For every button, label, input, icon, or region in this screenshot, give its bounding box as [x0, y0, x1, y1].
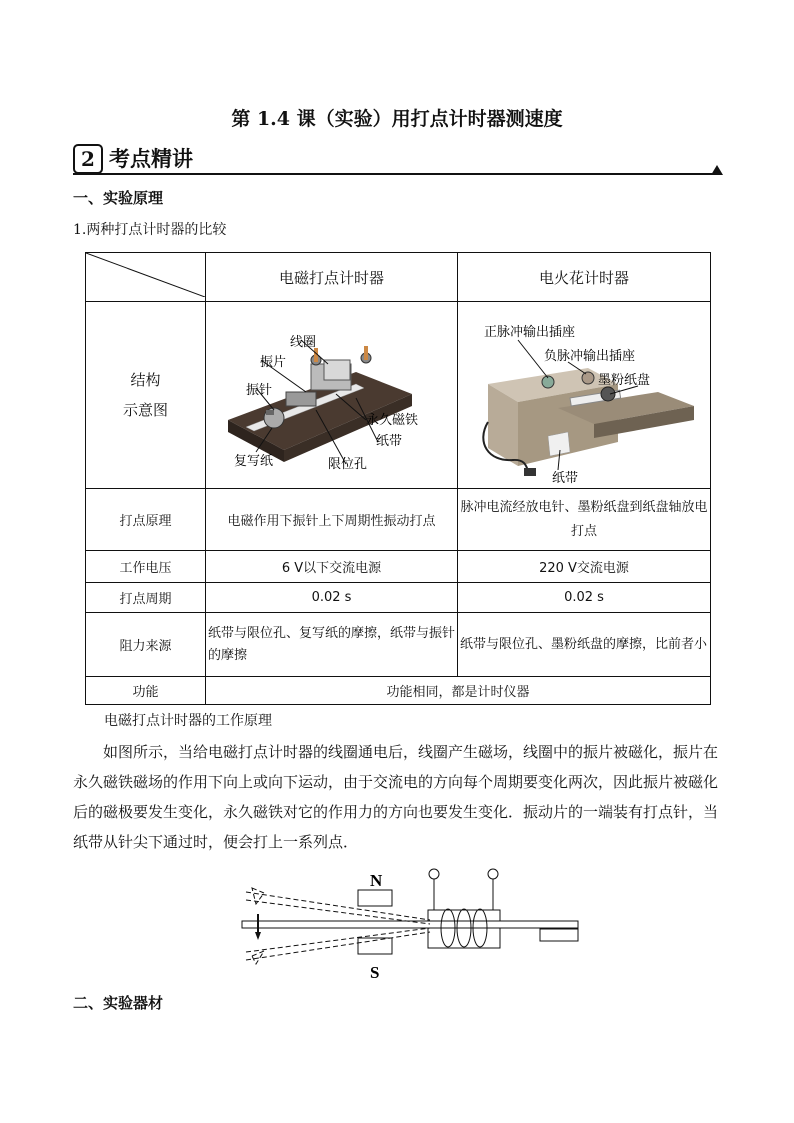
- south-label: S: [370, 963, 380, 982]
- row-label-principle: 打点原理: [86, 489, 206, 551]
- label-coil: 线圈: [290, 335, 317, 350]
- vibrating-plate: [242, 921, 578, 928]
- em-voltage: 6 V以下交流电源: [206, 551, 458, 583]
- label-magnet: 永久磁铁: [366, 413, 419, 428]
- triangle-marker-icon: [711, 165, 723, 175]
- north-label: N: [370, 871, 383, 890]
- em-timer-illustration-cell: [206, 302, 458, 489]
- principle-title: 电磁打点计时器的工作原理: [104, 713, 272, 729]
- label-spark-tape: 纸带: [552, 471, 579, 486]
- spark-voltage: 220 V交流电源: [458, 551, 711, 583]
- em-timer-illustration: [206, 302, 457, 488]
- label-positive-socket: 正脉冲输出插座: [484, 325, 576, 340]
- heading-principle: 一、实验原理: [73, 189, 164, 207]
- em-resistance: 纸带与限位孔、复写纸的摩擦，纸带与振针的摩擦: [206, 613, 458, 677]
- label-carbon-paper: 复写纸: [234, 454, 274, 469]
- section-title: 考点精讲: [109, 146, 193, 171]
- label-tape: 纸带: [376, 434, 403, 449]
- spark-resistance: 纸带与限位孔、墨粉纸盘的摩擦，比前者小: [458, 613, 711, 677]
- em-principle: 电磁作用下振针上下周期性振动打点: [206, 489, 458, 551]
- heading-equipment: 二、实验器材: [73, 994, 164, 1012]
- em-period: 0.02 s: [206, 583, 458, 613]
- comparison-table: [85, 252, 711, 705]
- coil-frame: [428, 910, 500, 948]
- diagonal-header-cell: [86, 253, 206, 302]
- row-label-structure: 结构 示意图: [86, 302, 206, 489]
- subheading-comparison: 1.两种打点计时器的比较: [73, 222, 227, 238]
- section-number: 2: [73, 144, 103, 174]
- label-vibrating-plate: 振片: [260, 355, 287, 370]
- label-needle: 振针: [246, 383, 273, 398]
- section-rule: [73, 173, 717, 175]
- row-label-function: 功能: [86, 677, 206, 705]
- row-label-voltage: 工作电压: [86, 551, 206, 583]
- section-header: [73, 143, 723, 173]
- spark-principle: 脉冲电流经放电针、墨粉纸盘到纸盘轴放电打点: [458, 489, 711, 551]
- vibration-diagram: [238, 862, 588, 984]
- diagonal-line: [86, 253, 205, 297]
- spark-timer-illustration: [458, 302, 710, 488]
- header-em-timer: 电磁打点计时器: [206, 253, 458, 302]
- page-title: 第 1.4 课（实验）用打点计时器测速度: [231, 108, 563, 130]
- function-merged: 功能相同，都是计时仪器: [206, 677, 711, 705]
- spark-period: 0.02 s: [458, 583, 711, 613]
- label-negative-socket: 负脉冲输出插座: [544, 349, 636, 364]
- label-toner-disk: 墨粉纸盘: [598, 373, 651, 388]
- label-limit-hole: 限位孔: [328, 457, 368, 472]
- spark-timer-illustration-cell: [458, 302, 711, 489]
- header-spark-timer: 电火花计时器: [458, 253, 711, 302]
- row-label-period: 打点周期: [86, 583, 206, 613]
- row-label-resistance: 阻力来源: [86, 613, 206, 677]
- north-magnet: [358, 890, 392, 906]
- principle-paragraph: 如图所示，当给电磁打点计时器的线圈通电后，线圈产生磁场，线圈中的振片被磁化，振片在永久磁铁磁场的作用下向上或向下运动，由于交流电的方向每个周期要变化两次，因此振片被磁化后的磁极要发生变化，永久磁铁对它的作用力的方向也要发生变化．振动片的一端装有打点针，当纸带从针尖下通过时，便会打上一系列点．: [73, 743, 719, 851]
